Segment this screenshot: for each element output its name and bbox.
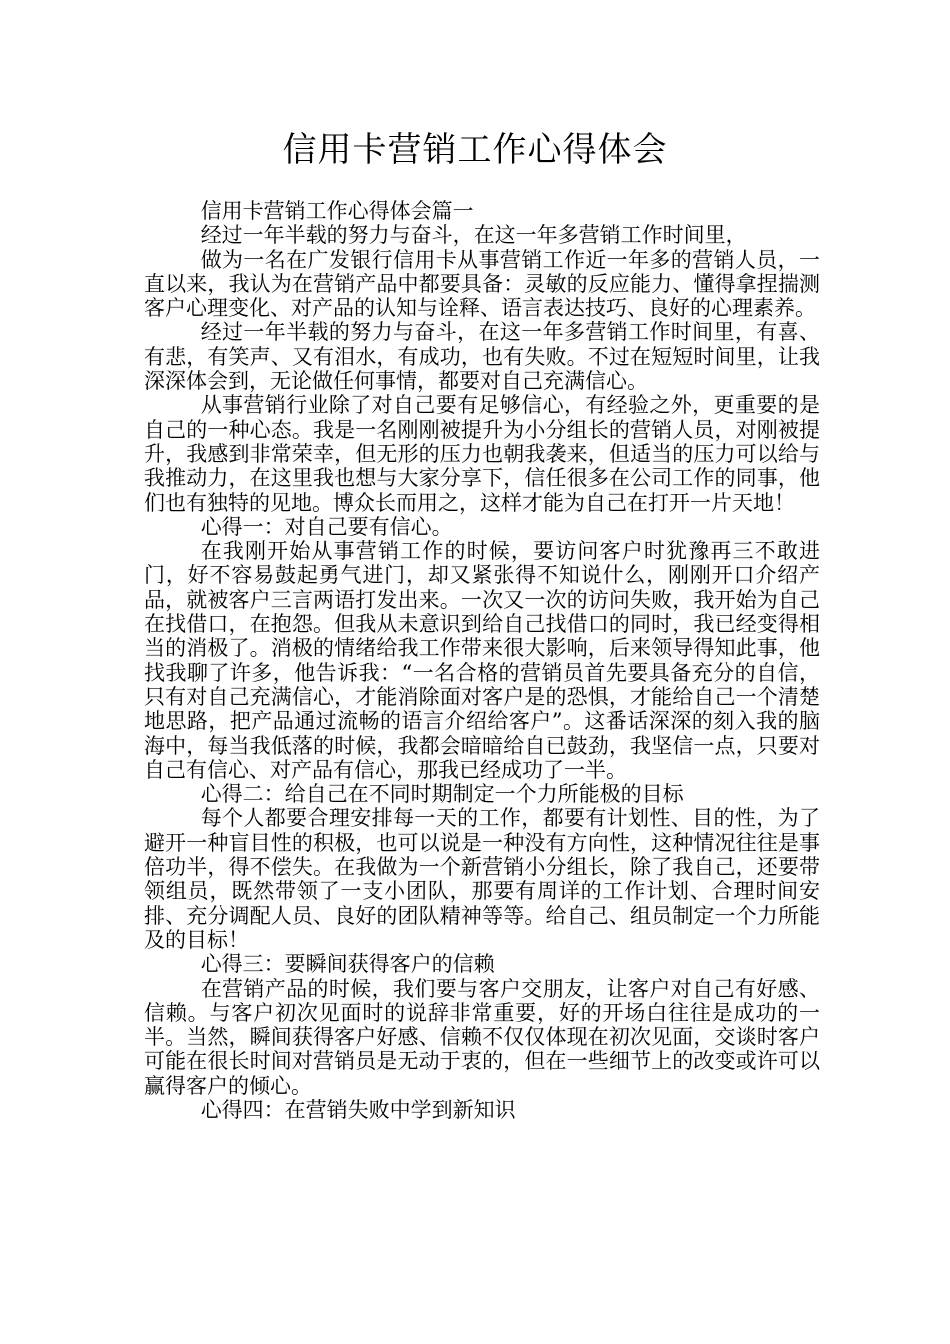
body-paragraph: 经过一年半载的努力与奋斗，在这一年多营销工作时间里， [200,223,747,248]
body-paragraph: 做为一名在广发银行信用卡从事营销工作近一年多的营销人员，一直以来，我认为在营销产品中都要具备：灵敏的反应能力、懂得拿捏揣测客户心理变化、对产品的认知与诠释、语言表达技巧、良好的心理素养。 [144,247,820,321]
insight-heading-4: 心得四：在营销失败中学到新知识 [200,1097,516,1122]
document-title: 信用卡营销工作心得体会 [282,130,668,170]
body-paragraph: 每个人都要合理安排每一天的工作，都要有计划性、目的性，为了避开一种盲目性的积极，也可以说是一种没有方向性，这种情况往往是事倍功半，得不偿失。在我做为一个新营销小分组长，除了我自己，还要带领组员，既然带领了一支小团队，那要有周详的工作计划、合理时间安排、充分调配人员、良好的团队精神等等。给自己、组员制定一个力所能及的目标！ [144,806,820,952]
section-heading-part-one: 信用卡营销工作心得体会篇一 [200,199,474,223]
body-paragraph: 在我刚开始从事营销工作的时候，要访问客户时犹豫再三不敢进门，好不容易鼓起勇气进门，却又紧张得不知说什么，刚刚开口介绍产品，就被客户三言两语打发出来。一次又一次的访问失败，我开始为自己在找借口，在抱怨。但我从未意识到给自己找借口的同时，我已经变得相当的消极了。消极的情绪给我工作带来很大影响，后来领导得知此事，他找我聊了许多，他告诉我：“一名合格的营销员首先要具备充分的自信，只有对自己充满信心，才能消除面对客户是的恐惧，才能给自己一个清楚地思路，把产品通过流畅的语言介绍给客户”。这番话深深的刻入我的脑海中，每当我低落的时候，我都会暗暗给自已鼓劲，我坚信一点，只要对自己有信心、对产品有信心，那我已经成功了一半。 [144,539,820,782]
body-paragraph: 从事营销行业除了对自己要有足够信心，有经验之外，更重要的是自己的一种心态。我是一名刚刚被提升为小分组长的营销人员，对刚被提升，我感到非常荣幸，但无形的压力也朝我袭来，但适当的压力可以给与我推动力，在这里我也想与大家分享下，信任很多在公司工作的同事，他们也有独特的见地。博众长而用之，这样才能为自己在打开一片天地！ [144,393,820,515]
body-paragraph: 经过一年半载的努力与奋斗，在这一年多营销工作时间里，有喜、有悲，有笑声、又有泪水，有成功，也有失败。不过在短短时间里，让我深深体会到，无论做任何事情，都要对自己充满信心。 [144,320,820,394]
body-paragraph: 在营销产品的时候，我们要与客户交朋友，让客户对自己有好感、信赖。与客户初次见面时的说辞非常重要，好的开场白往往是成功的一半。当然，瞬间获得客户好感、信赖不仅仅体现在初次见面，交谈时客户可能在很长时间对营销员是无动于衷的，但在一些细节上的改变或许可以赢得客户的倾心。 [144,976,820,1098]
insight-heading-3: 心得三：要瞬间获得客户的信赖 [200,952,495,977]
insight-heading-2: 心得二：给自己在不同时期制定一个力所能极的目标 [200,782,684,807]
insight-heading-1: 心得一：对自己要有信心。 [200,514,453,539]
document-body [144,199,820,1122]
